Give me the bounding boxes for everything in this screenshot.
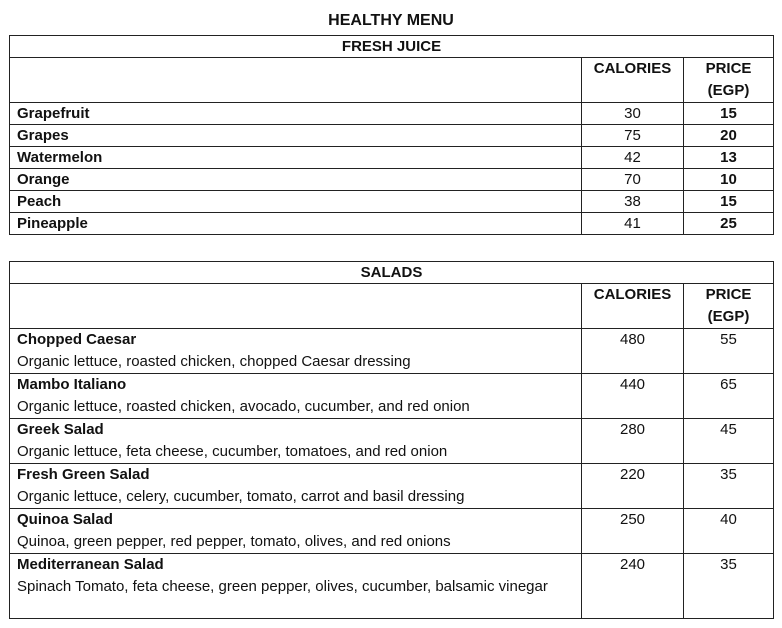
item-calories: 220: [582, 464, 684, 509]
table-row: [10, 125, 774, 147]
table-row: [10, 169, 774, 191]
item-calories: 42: [582, 147, 684, 169]
item-description: Quinoa, green pepper, red pepper, tomato, olives, and red onions: [17, 533, 451, 550]
item-price: 65: [684, 374, 774, 419]
item-price: 55: [684, 329, 774, 374]
item-description: Organic lettuce, roasted chicken, avocado, cucumber, and red onion: [17, 398, 470, 415]
item-description: Organic lettuce, feta cheese, cucumber, tomatoes, and red onion: [17, 443, 448, 460]
item-name: Peach: [10, 191, 582, 213]
item-calories: 75: [582, 125, 684, 147]
table-row: [10, 147, 774, 169]
item-calories: 70: [582, 169, 684, 191]
item-calories: 250: [582, 509, 684, 554]
header-blank: [10, 58, 582, 103]
item-name: Mediterranean Salad: [17, 556, 164, 573]
item-cell: [10, 419, 582, 464]
item-cell: [10, 554, 582, 619]
calories-header: CALORIES: [582, 58, 684, 103]
salads-table: [9, 261, 774, 619]
table-row: [10, 374, 774, 419]
table-row: [10, 464, 774, 509]
item-name: Orange: [10, 169, 582, 191]
table-row: [10, 419, 774, 464]
table-row: [10, 191, 774, 213]
item-price: 10: [684, 169, 774, 191]
item-price: 13: [684, 147, 774, 169]
menu-title: HEALTHY MENU: [328, 12, 454, 29]
item-cell: [10, 464, 582, 509]
item-price: 35: [684, 554, 774, 619]
item-name: Greek Salad: [17, 421, 104, 438]
item-price: 35: [684, 464, 774, 509]
item-price: 15: [684, 103, 774, 125]
item-price: 15: [684, 191, 774, 213]
item-description: Organic lettuce, celery, cucumber, tomato, carrot and basil dressing: [17, 488, 465, 505]
item-cell: [10, 509, 582, 554]
item-calories: 30: [582, 103, 684, 125]
item-price: 20: [684, 125, 774, 147]
item-calories: 440: [582, 374, 684, 419]
section-heading: FRESH JUICE: [10, 36, 774, 58]
item-cell: [10, 374, 582, 419]
header-blank: [10, 284, 582, 329]
table-row: [10, 329, 774, 374]
table-row: [10, 554, 774, 619]
item-name: Grapefruit: [10, 103, 582, 125]
section-heading: SALADS: [10, 262, 774, 284]
item-name: Mambo Italiano: [17, 376, 127, 393]
price-header: PRICE (EGP): [684, 58, 774, 103]
item-name: Chopped Caesar: [17, 331, 137, 348]
calories-header: CALORIES: [582, 284, 684, 329]
item-name: Quinoa Salad: [17, 511, 113, 528]
item-calories: 280: [582, 419, 684, 464]
item-price: 40: [684, 509, 774, 554]
item-calories: 38: [582, 191, 684, 213]
item-calories: 480: [582, 329, 684, 374]
item-price: 25: [684, 213, 774, 235]
item-name: Watermelon: [10, 147, 582, 169]
item-name: Pineapple: [10, 213, 582, 235]
item-description: Organic lettuce, roasted chicken, chopped Caesar dressing: [17, 353, 411, 370]
table-row: [10, 213, 774, 235]
item-cell: [10, 329, 582, 374]
item-price: 45: [684, 419, 774, 464]
table-row: [10, 103, 774, 125]
price-header: PRICE (EGP): [684, 284, 774, 329]
table-row: [10, 509, 774, 554]
item-description: Spinach Tomato, feta cheese, green pepper, olives, cucumber, balsamic vinegar: [17, 578, 548, 595]
item-calories: 240: [582, 554, 684, 619]
fresh-juice-table: [9, 35, 774, 235]
item-name: Fresh Green Salad: [17, 466, 150, 483]
item-calories: 41: [582, 213, 684, 235]
item-name: Grapes: [10, 125, 582, 147]
